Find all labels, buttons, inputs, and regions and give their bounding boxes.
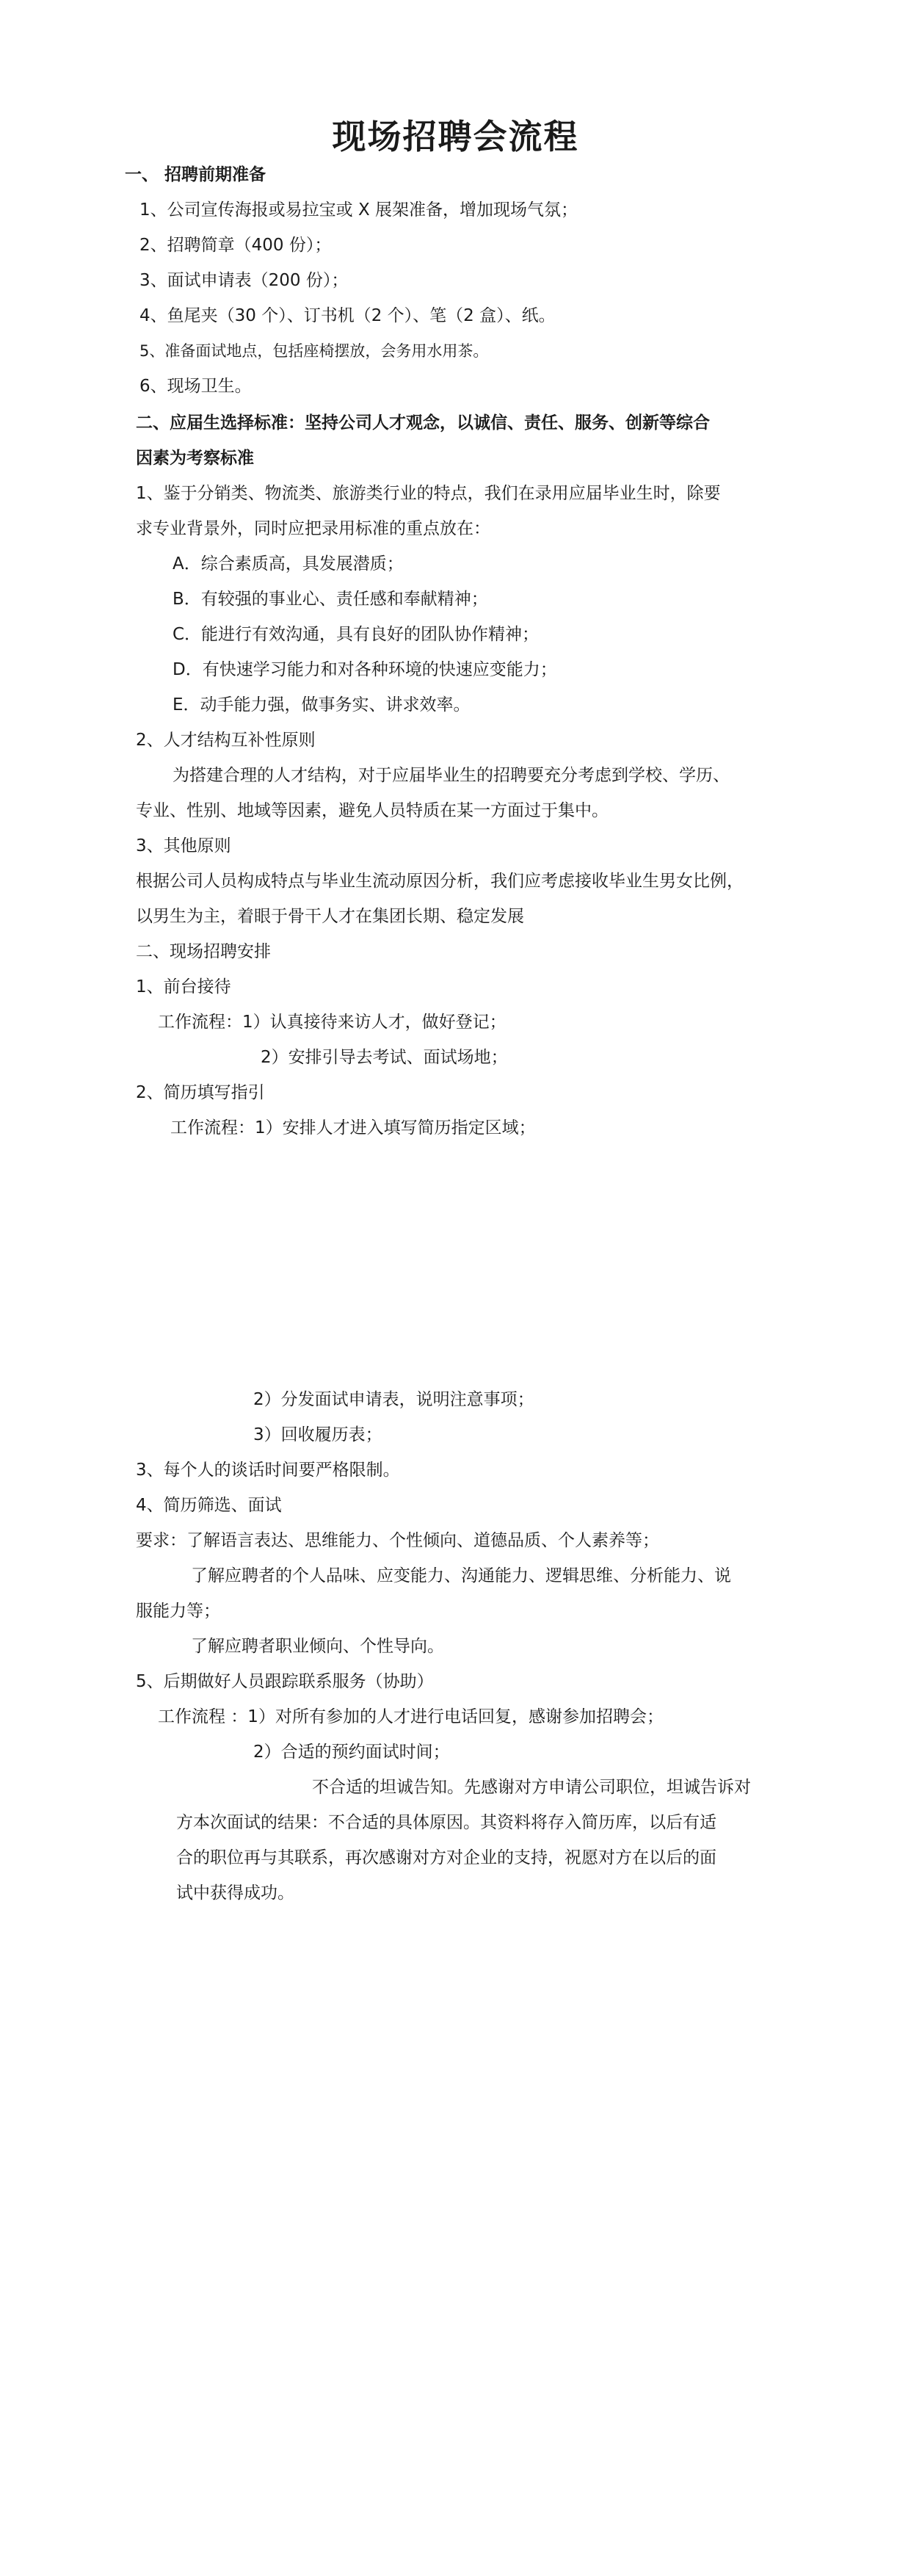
section-heading: 因素为考察标准 [136, 448, 254, 468]
paragraph-line: 2）安排引导去考试、面试场地； [261, 1048, 508, 1067]
paragraph-line: 工作流程：1）安排人才进入填写简历指定区域； [170, 1118, 536, 1137]
subsection-heading: 2、人才结构互补性原则 [136, 731, 316, 750]
paragraph-line: 为搭建合理的人才结构，对于应届毕业生的招聘要充分考虑到学校、学历、 [173, 766, 730, 785]
subsection-heading: 2、简历填写指引 [136, 1083, 265, 1102]
paragraph-line: 2）合适的预约面试时间； [253, 1743, 450, 1762]
list-item: C．能进行有效沟通，具有良好的团队协作精神； [173, 625, 540, 644]
paragraph-line: 了解应聘者职业倾向、个性导向。 [191, 1637, 444, 1656]
paragraph-line: 不合适的坦诚告知。先感谢对方申请公司职位，坦诚告诉对 [312, 1778, 751, 1797]
paragraph-line: 3）回收履历表； [253, 1425, 382, 1444]
paragraph-line: 1、鉴于分销类、物流类、旅游类行业的特点，我们在录用应届毕业生时，除要 [136, 484, 721, 503]
section-heading: 二、现场招聘安排 [136, 942, 271, 961]
page-title: 现场招聘会流程 [332, 117, 579, 156]
list-item: 2、招聘简章（400 份）； [139, 236, 332, 255]
subsection-heading: 1、前台接待 [136, 977, 231, 996]
paragraph-line: 方本次面试的结果：不合适的具体原因。其资料将存入简历库，以后有适 [176, 1813, 716, 1832]
paragraph-line: 要求：了解语言表达、思维能力、个性倾向、道德品质、个人素养等； [136, 1531, 659, 1550]
paragraph-line: 以男生为主，着眼于骨干人才在集团长期、稳定发展 [136, 907, 524, 926]
paragraph-line: 了解应聘者的个人品味、应变能力、沟通能力、逻辑思维、分析能力、说 [191, 1566, 731, 1585]
list-item: E．动手能力强，做事务实、讲求效率。 [173, 695, 471, 714]
paragraph-line: 服能力等； [136, 1602, 220, 1621]
paragraph-line: 工作流程 ：1）对所有参加的人才进行电话回复，感谢参加招聘会； [158, 1707, 664, 1726]
list-item: B．有较强的事业心、责任感和奉献精神； [173, 590, 488, 609]
subsection-heading: 3、其他原则 [136, 836, 231, 855]
section-heading: 一、 招聘前期准备 [125, 164, 266, 184]
paragraph-line: 求专业背景外，同时应把录用标准的重点放在： [136, 519, 490, 538]
paragraph-line: 工作流程：1）认真接待来访人才，做好登记； [158, 1013, 507, 1032]
subsection-heading: 3、每个人的谈话时间要严格限制。 [136, 1461, 400, 1480]
subsection-heading: 5、后期做好人员跟踪联系服务（协助） [136, 1672, 434, 1691]
subsection-heading: 4、简历筛选、面试 [136, 1496, 282, 1515]
paragraph-line: 2）分发面试申请表，说明注意事项； [253, 1390, 534, 1409]
list-item: A．综合素质高，具发展潜质； [173, 554, 404, 574]
section-heading: 二、应届生选择标准：坚持公司人才观念，以诚信、责任、服务、创新等综合 [136, 413, 710, 433]
list-item: 4、鱼尾夹（30 个）、订书机（2 个）、笔（2 盒）、纸。 [139, 306, 556, 325]
paragraph-line: 根据公司人员构成特点与毕业生流动原因分析，我们应考虑接收毕业生男女比例， [136, 872, 744, 891]
paragraph-line: 合的职位再与其联系，再次感谢对方对企业的支持，祝愿对方在以后的面 [176, 1848, 716, 1867]
paragraph-line: 专业、性别、地域等因素，避免人员特质在某一方面过于集中。 [136, 801, 609, 820]
list-item: D．有快速学习能力和对各种环境的快速应变能力； [173, 660, 557, 679]
list-item: 3、面试申请表（200 份）； [139, 271, 349, 290]
paragraph-line: 试中获得成功。 [176, 1884, 294, 1903]
list-item: 5、准备面试地点，包括座椅摆放，会务用水用茶。 [139, 342, 489, 360]
list-item: 6、现场卫生。 [139, 377, 252, 396]
list-item: 1、公司宣传海报或易拉宝或 X 展架准备，增加现场气氛； [139, 200, 578, 220]
